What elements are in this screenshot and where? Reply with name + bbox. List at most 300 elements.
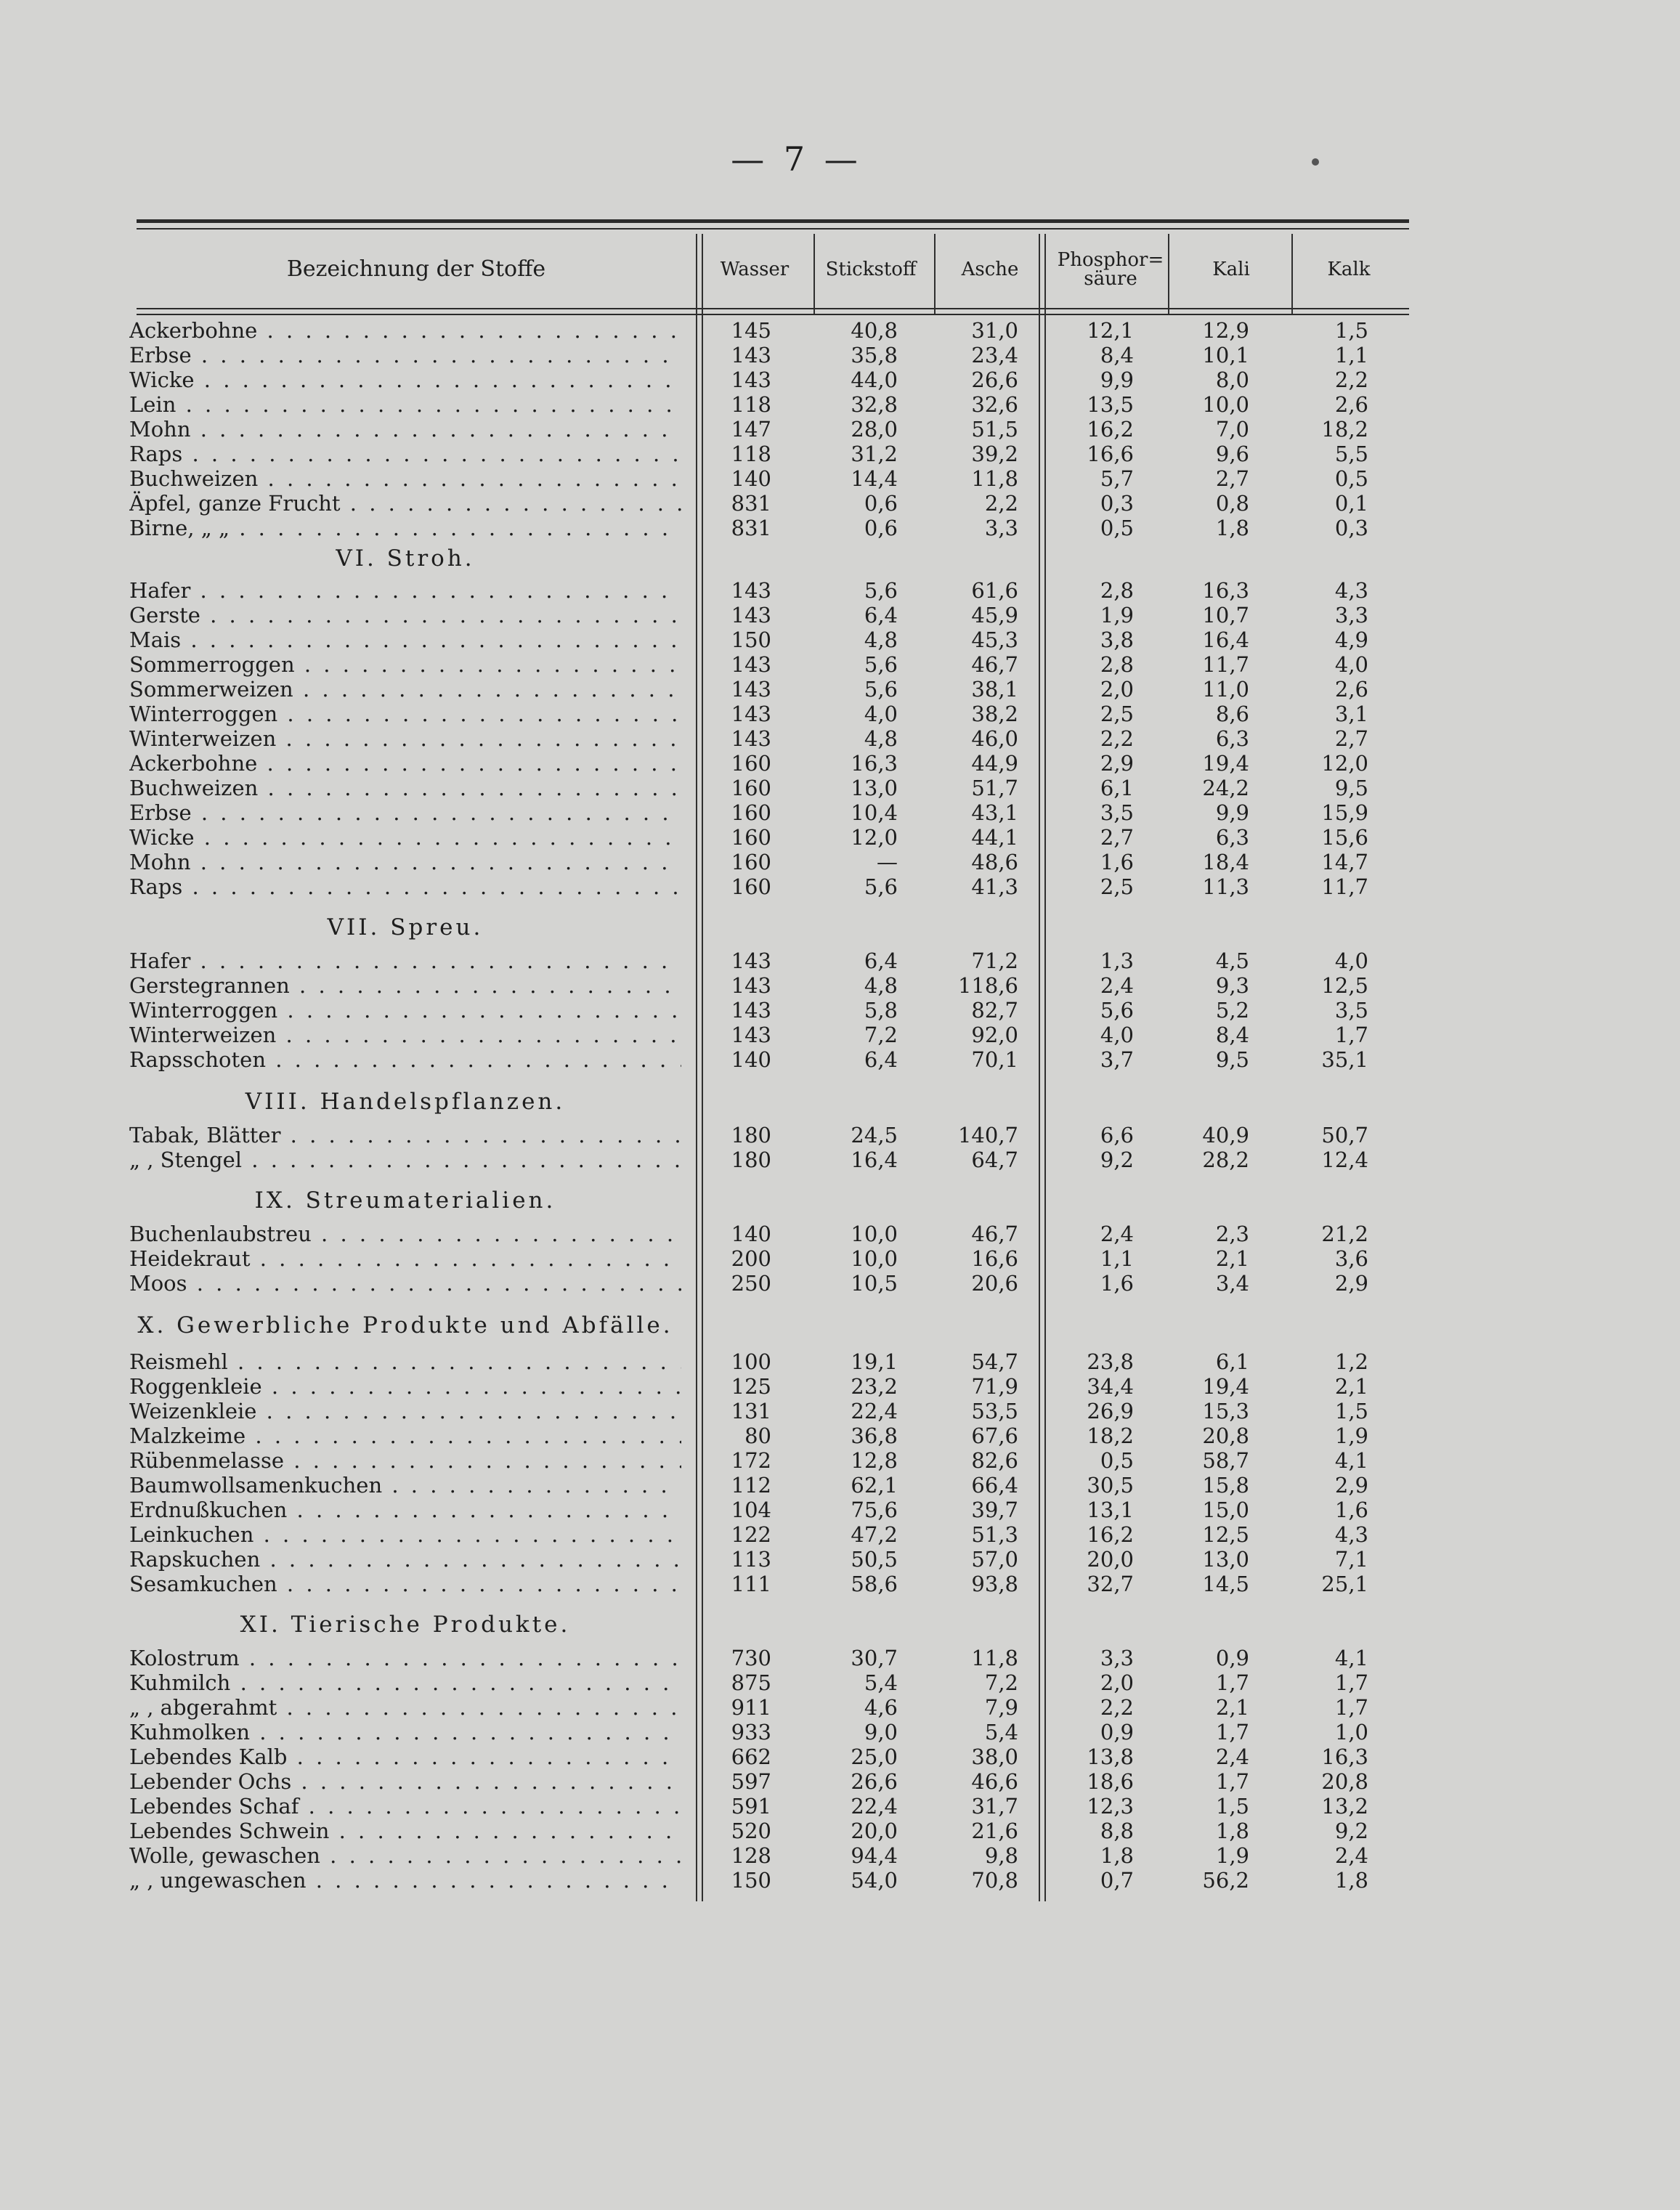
cell-phosphorsaeure: 13,8: [1087, 1744, 1134, 1769]
cell-phosphorsaeure: 3,7: [1100, 1047, 1134, 1072]
table-row: [0, 491, 1680, 516]
cell-asche: 46,7: [971, 1222, 1018, 1246]
table-row: [0, 1498, 1680, 1522]
cell-kalk: 15,9: [1321, 800, 1368, 825]
cell-kali: 7,0: [1215, 417, 1249, 442]
row-label: Buchweizen . . .: [129, 776, 681, 800]
row-label: Leinkuchen . . .: [129, 1522, 681, 1547]
row-label: Roggenkleie . . .: [129, 1374, 681, 1399]
cell-kali: 24,2: [1202, 776, 1249, 800]
cell-phosphorsaeure: 5,7: [1100, 466, 1134, 491]
cell-stickstoff: 4,8: [864, 726, 898, 751]
cell-asche: 5,4: [984, 1720, 1018, 1744]
cell-wasser: 180: [731, 1123, 771, 1147]
cell-stickstoff: 28,0: [851, 417, 898, 442]
section-heading: XI. Tierische Produkte.: [240, 1612, 571, 1638]
cell-kalk: 1,8: [1334, 1868, 1368, 1893]
cell-kali: 6,1: [1215, 1349, 1249, 1374]
cell-asche: 118,6: [957, 973, 1018, 998]
cell-stickstoff: 12,0: [851, 825, 898, 850]
cell-kalk: 20,8: [1321, 1769, 1368, 1794]
cell-kali: 14,5: [1202, 1572, 1249, 1596]
cell-phosphorsaeure: 18,6: [1087, 1769, 1134, 1794]
row-label: Buchweizen . . .: [129, 466, 681, 491]
table-row: [0, 1670, 1680, 1695]
cell-phosphorsaeure: 2,0: [1100, 1670, 1134, 1695]
cell-wasser: 180: [731, 1147, 771, 1172]
cell-phosphorsaeure: 2,8: [1100, 578, 1134, 603]
cell-kali: 19,4: [1202, 751, 1249, 776]
table-row: [0, 392, 1680, 417]
table-row: [0, 516, 1680, 540]
cell-asche: 51,5: [971, 417, 1018, 442]
row-label: Mohn . . .: [129, 850, 681, 874]
cell-wasser: 118: [731, 442, 771, 466]
cell-phosphorsaeure: 5,6: [1100, 998, 1134, 1023]
cell-kalk: 12,5: [1321, 973, 1368, 998]
cell-wasser: 250: [731, 1271, 771, 1296]
cell-wasser: 80: [744, 1423, 771, 1448]
cell-phosphorsaeure: 6,6: [1100, 1123, 1134, 1147]
cell-stickstoff: 10,4: [851, 800, 898, 825]
cell-stickstoff: 22,4: [851, 1794, 898, 1819]
cell-stickstoff: 75,6: [851, 1498, 898, 1522]
cell-phosphorsaeure: 2,8: [1100, 652, 1134, 677]
cell-phosphorsaeure: 2,2: [1100, 1695, 1134, 1720]
cell-phosphorsaeure: 3,8: [1100, 627, 1134, 652]
cell-wasser: 933: [731, 1720, 771, 1744]
cell-phosphorsaeure: 1,8: [1100, 1843, 1134, 1868]
column-header-phosphorsaeure-line1: Phosphor=: [1057, 249, 1164, 271]
cell-wasser: 140: [731, 1222, 771, 1246]
row-label: Winterweizen . . .: [129, 726, 681, 751]
cell-kalk: 2,4: [1334, 1843, 1368, 1868]
cell-phosphorsaeure: 1,1: [1100, 1246, 1134, 1271]
cell-kali: 5,2: [1215, 998, 1249, 1023]
table-row: [0, 1271, 1680, 1296]
cell-kalk: 3,6: [1334, 1246, 1368, 1271]
cell-kalk: 11,7: [1321, 874, 1368, 899]
cell-kalk: 2,9: [1334, 1473, 1368, 1498]
section-heading: X. Gewerbliche Produkte und Abfälle.: [137, 1312, 673, 1338]
table-row: [0, 442, 1680, 466]
cell-kali: 28,2: [1202, 1147, 1249, 1172]
row-label: Buchenlaubstreu . . .: [129, 1222, 681, 1246]
cell-kalk: 0,5: [1334, 466, 1368, 491]
cell-stickstoff: 5,6: [864, 874, 898, 899]
row-label: Reismehl . . .: [129, 1349, 681, 1374]
cell-wasser: 143: [731, 1023, 771, 1047]
cell-stickstoff: 6,4: [864, 1047, 898, 1072]
cell-asche: 48,6: [971, 850, 1018, 874]
cell-asche: 46,6: [971, 1769, 1018, 1794]
column-divider: [934, 234, 936, 314]
cell-kalk: 4,1: [1334, 1646, 1368, 1670]
cell-phosphorsaeure: 30,5: [1087, 1473, 1134, 1498]
table-row: [0, 973, 1680, 998]
cell-asche: 61,6: [971, 578, 1018, 603]
row-label: Lebendes Schwein . . .: [129, 1819, 681, 1843]
cell-asche: 41,3: [971, 874, 1018, 899]
cell-phosphorsaeure: 13,5: [1087, 392, 1134, 417]
row-label: Ackerbohne . . .: [129, 318, 681, 343]
cell-asche: 43,1: [971, 800, 1018, 825]
cell-phosphorsaeure: 16,2: [1087, 417, 1134, 442]
cell-wasser: 160: [731, 800, 771, 825]
cell-kali: 13,0: [1202, 1547, 1249, 1572]
cell-kali: 3,4: [1215, 1271, 1249, 1296]
cell-kali: 1,8: [1215, 1819, 1249, 1843]
cell-stickstoff: 6,4: [864, 603, 898, 627]
cell-phosphorsaeure: 0,9: [1100, 1720, 1134, 1744]
row-label: Erbse . . .: [129, 800, 681, 825]
cell-phosphorsaeure: 0,3: [1100, 491, 1134, 516]
cell-kali: 4,5: [1215, 948, 1249, 973]
row-label: Kuhmilch . . .: [129, 1670, 681, 1695]
table-row: [0, 1448, 1680, 1473]
section-heading: IX. Streumaterialien.: [254, 1187, 556, 1214]
cell-stickstoff: 22,4: [851, 1399, 898, 1423]
cell-phosphorsaeure: 23,8: [1087, 1349, 1134, 1374]
cell-kali: 15,8: [1202, 1473, 1249, 1498]
table-row: [0, 318, 1680, 343]
cell-asche: 54,7: [971, 1349, 1018, 1374]
table-header: [137, 234, 1409, 305]
cell-kali: 16,4: [1202, 627, 1249, 652]
cell-stickstoff: 31,2: [851, 442, 898, 466]
cell-wasser: 143: [731, 973, 771, 998]
row-label: Äpfel, ganze Frucht . . .: [129, 491, 681, 516]
header-bottom-rule: [137, 308, 1409, 309]
cell-stickstoff: 32,8: [851, 392, 898, 417]
page-number: — 7 —: [731, 139, 862, 179]
cell-kalk: 0,1: [1334, 491, 1368, 516]
cell-stickstoff: 5,6: [864, 677, 898, 702]
row-label: Rapsschoten . . .: [129, 1047, 681, 1072]
cell-stickstoff: 4,8: [864, 627, 898, 652]
cell-stickstoff: 5,4: [864, 1670, 898, 1695]
table-row: [0, 627, 1680, 652]
cell-kali: 15,0: [1202, 1498, 1249, 1522]
cell-wasser: 131: [731, 1399, 771, 1423]
cell-asche: 92,0: [971, 1023, 1018, 1047]
table-row: [0, 677, 1680, 702]
table-row: [0, 1047, 1680, 1072]
row-label: „ , abgerahmt . . .: [129, 1695, 681, 1720]
cell-phosphorsaeure: 2,9: [1100, 751, 1134, 776]
cell-stickstoff: 30,7: [851, 1646, 898, 1670]
cell-stickstoff: 26,6: [851, 1769, 898, 1794]
cell-kali: 0,8: [1215, 491, 1249, 516]
cell-kalk: 16,3: [1321, 1744, 1368, 1769]
cell-asche: 38,2: [971, 702, 1018, 726]
cell-phosphorsaeure: 0,5: [1100, 1448, 1134, 1473]
cell-wasser: 143: [731, 998, 771, 1023]
cell-kalk: 2,2: [1334, 367, 1368, 392]
cell-phosphorsaeure: 20,0: [1087, 1547, 1134, 1572]
table-row: [0, 1819, 1680, 1843]
cell-phosphorsaeure: 0,5: [1100, 516, 1134, 540]
cell-kalk: 2,6: [1334, 392, 1368, 417]
cell-wasser: 140: [731, 1047, 771, 1072]
cell-asche: 32,6: [971, 392, 1018, 417]
row-label: Winterroggen . . .: [129, 998, 681, 1023]
cell-kali: 15,3: [1202, 1399, 1249, 1423]
cell-wasser: 122: [731, 1522, 771, 1547]
table-row: [0, 1794, 1680, 1819]
cell-kali: 10,7: [1202, 603, 1249, 627]
cell-kali: 1,5: [1215, 1794, 1249, 1819]
cell-kali: 58,7: [1202, 1448, 1249, 1473]
row-label: Winterweizen . . .: [129, 1023, 681, 1047]
table-row: [0, 1023, 1680, 1047]
row-label: Lebendes Schaf . . .: [129, 1794, 681, 1819]
cell-asche: 71,9: [971, 1374, 1018, 1399]
cell-wasser: 591: [731, 1794, 771, 1819]
cell-asche: 3,3: [984, 516, 1018, 540]
cell-kali: 40,9: [1202, 1123, 1249, 1147]
cell-asche: 51,3: [971, 1522, 1018, 1547]
cell-phosphorsaeure: 9,2: [1100, 1147, 1134, 1172]
table-row: [0, 1744, 1680, 1769]
row-label: Sesamkuchen . . .: [129, 1572, 681, 1596]
cell-phosphorsaeure: 2,7: [1100, 825, 1134, 850]
cell-phosphorsaeure: 16,2: [1087, 1522, 1134, 1547]
cell-kali: 16,3: [1202, 578, 1249, 603]
cell-stickstoff: 14,4: [851, 466, 898, 491]
cell-asche: 20,6: [971, 1271, 1018, 1296]
cell-wasser: 160: [731, 874, 771, 899]
cell-kalk: 1,5: [1334, 318, 1368, 343]
cell-asche: 45,9: [971, 603, 1018, 627]
row-label: Kuhmolken . . .: [129, 1720, 681, 1744]
cell-kalk: 3,3: [1334, 603, 1368, 627]
row-label: Mais . . .: [129, 627, 681, 652]
cell-kali: 56,2: [1202, 1868, 1249, 1893]
cell-kalk: 15,6: [1321, 825, 1368, 850]
cell-stickstoff: 4,6: [864, 1695, 898, 1720]
cell-phosphorsaeure: 2,4: [1100, 973, 1134, 998]
cell-kalk: 21,2: [1321, 1222, 1368, 1246]
cell-wasser: 160: [731, 825, 771, 850]
table-row: [0, 1695, 1680, 1720]
cell-kalk: 1,9: [1334, 1423, 1368, 1448]
cell-stickstoff: 16,3: [851, 751, 898, 776]
table-row: [0, 466, 1680, 491]
table-row: [0, 1349, 1680, 1374]
row-label: Malzkeime . . .: [129, 1423, 681, 1448]
cell-wasser: 520: [731, 1819, 771, 1843]
cell-kalk: 1,6: [1334, 1498, 1368, 1522]
cell-phosphorsaeure: 12,1: [1087, 318, 1134, 343]
cell-phosphorsaeure: 32,7: [1087, 1572, 1134, 1596]
cell-wasser: 160: [731, 850, 771, 874]
ink-speck: [1312, 158, 1319, 166]
cell-kalk: 4,3: [1334, 578, 1368, 603]
cell-kalk: 2,9: [1334, 1271, 1368, 1296]
cell-wasser: 597: [731, 1769, 771, 1794]
header-bottom-rule-2: [137, 314, 1409, 315]
table-row: [0, 1246, 1680, 1271]
cell-phosphorsaeure: 34,4: [1087, 1374, 1134, 1399]
cell-stickstoff: 5,6: [864, 652, 898, 677]
row-label: Heidekraut . . .: [129, 1246, 681, 1271]
cell-asche: 66,4: [971, 1473, 1018, 1498]
cell-asche: 44,9: [971, 751, 1018, 776]
row-label: Gerstegrannen . . .: [129, 973, 681, 998]
cell-kali: 2,1: [1215, 1695, 1249, 1720]
cell-kalk: 4,0: [1334, 948, 1368, 973]
row-label: Hafer . . .: [129, 948, 681, 973]
table-row: [0, 1123, 1680, 1147]
cell-kali: 8,0: [1215, 367, 1249, 392]
cell-asche: 38,0: [971, 1744, 1018, 1769]
cell-kali: 1,7: [1215, 1769, 1249, 1794]
cell-stickstoff: 6,4: [864, 948, 898, 973]
cell-asche: 64,7: [971, 1147, 1018, 1172]
row-label: Moos . . .: [129, 1271, 681, 1296]
cell-stickstoff: —: [877, 850, 898, 874]
cell-stickstoff: 5,8: [864, 998, 898, 1023]
cell-wasser: 143: [731, 603, 771, 627]
cell-wasser: 111: [731, 1572, 771, 1596]
cell-kalk: 35,1: [1321, 1047, 1368, 1072]
cell-kali: 10,0: [1202, 392, 1249, 417]
cell-kalk: 2,1: [1334, 1374, 1368, 1399]
cell-wasser: 145: [731, 318, 771, 343]
table-row: [0, 1547, 1680, 1572]
table-row: [0, 1222, 1680, 1246]
row-label: Rapskuchen . . .: [129, 1547, 681, 1572]
row-label: „ , ungewaschen . . .: [129, 1868, 681, 1893]
table-row: [0, 343, 1680, 367]
table-row: [0, 1374, 1680, 1399]
cell-kali: 9,6: [1215, 442, 1249, 466]
cell-wasser: 911: [731, 1695, 771, 1720]
column-header-stickstoff: Stickstoff: [825, 259, 917, 280]
row-label: Lebender Ochs . . .: [129, 1769, 681, 1794]
section-heading: VIII. Handelspflanzen.: [245, 1089, 566, 1115]
row-label: Wicke . . .: [129, 367, 681, 392]
row-label: Ackerbohne . . .: [129, 751, 681, 776]
cell-wasser: 150: [731, 1868, 771, 1893]
cell-kalk: 4,3: [1334, 1522, 1368, 1547]
cell-stickstoff: 12,8: [851, 1448, 898, 1473]
cell-kali: 1,9: [1215, 1843, 1249, 1868]
cell-kalk: 2,6: [1334, 677, 1368, 702]
cell-asche: 70,8: [971, 1868, 1018, 1893]
cell-kali: 12,5: [1202, 1522, 1249, 1547]
cell-wasser: 118: [731, 392, 771, 417]
cell-kalk: 12,4: [1321, 1147, 1368, 1172]
row-label: „ , Stengel . . .: [129, 1147, 681, 1172]
cell-asche: 21,6: [971, 1819, 1018, 1843]
cell-wasser: 831: [731, 516, 771, 540]
cell-asche: 16,6: [971, 1246, 1018, 1271]
cell-kalk: 1,7: [1334, 1695, 1368, 1720]
cell-kali: 19,4: [1202, 1374, 1249, 1399]
cell-wasser: 160: [731, 776, 771, 800]
cell-kalk: 1,7: [1334, 1023, 1368, 1047]
cell-asche: 93,8: [971, 1572, 1018, 1596]
column-header-phosphorsaeure: [1053, 234, 1168, 305]
cell-kalk: 13,2: [1321, 1794, 1368, 1819]
cell-asche: 7,2: [984, 1670, 1018, 1695]
cell-asche: 46,7: [971, 652, 1018, 677]
cell-kalk: 3,1: [1334, 702, 1368, 726]
cell-kalk: 5,5: [1334, 442, 1368, 466]
cell-wasser: 143: [731, 343, 771, 367]
cell-phosphorsaeure: 2,5: [1100, 874, 1134, 899]
cell-wasser: 143: [731, 578, 771, 603]
cell-kalk: 1,7: [1334, 1670, 1368, 1695]
cell-asche: 39,7: [971, 1498, 1018, 1522]
cell-kalk: 1,0: [1334, 1720, 1368, 1744]
cell-phosphorsaeure: 2,0: [1100, 677, 1134, 702]
cell-stickstoff: 94,4: [851, 1843, 898, 1868]
cell-kali: 8,6: [1215, 702, 1249, 726]
cell-asche: 67,6: [971, 1423, 1018, 1448]
row-label: Mohn . . .: [129, 417, 681, 442]
table-row: [0, 850, 1680, 874]
row-label: Hafer . . .: [129, 578, 681, 603]
cell-phosphorsaeure: 1,6: [1100, 1271, 1134, 1296]
cell-kali: 2,1: [1215, 1246, 1249, 1271]
cell-asche: 39,2: [971, 442, 1018, 466]
table-row: [0, 1868, 1680, 1893]
cell-stickstoff: 10,0: [851, 1222, 898, 1246]
cell-asche: 57,0: [971, 1547, 1018, 1572]
cell-kalk: 1,2: [1334, 1349, 1368, 1374]
column-divider: [1291, 234, 1293, 314]
table-row: [0, 1720, 1680, 1744]
cell-stickstoff: 36,8: [851, 1423, 898, 1448]
cell-kali: 20,8: [1202, 1423, 1249, 1448]
table-row: [0, 776, 1680, 800]
cell-kali: 0,9: [1215, 1646, 1249, 1670]
cell-kalk: 4,0: [1334, 652, 1368, 677]
column-header-wasser: Wasser: [720, 259, 790, 280]
cell-wasser: 662: [731, 1744, 771, 1769]
cell-wasser: 200: [731, 1246, 771, 1271]
cell-kalk: 18,2: [1321, 417, 1368, 442]
cell-asche: 53,5: [971, 1399, 1018, 1423]
cell-asche: 38,1: [971, 677, 1018, 702]
cell-stickstoff: 25,0: [851, 1744, 898, 1769]
cell-kali: 1,8: [1215, 516, 1249, 540]
cell-wasser: 172: [731, 1448, 771, 1473]
table-row: [0, 702, 1680, 726]
cell-wasser: 143: [731, 702, 771, 726]
cell-phosphorsaeure: 4,0: [1100, 1023, 1134, 1047]
cell-phosphorsaeure: 18,2: [1087, 1423, 1134, 1448]
cell-wasser: 143: [731, 948, 771, 973]
table-row: [0, 1843, 1680, 1868]
cell-asche: 140,7: [957, 1123, 1018, 1147]
cell-kali: 12,9: [1202, 318, 1249, 343]
row-label: Raps . . .: [129, 442, 681, 466]
table-row: [0, 1522, 1680, 1547]
cell-stickstoff: 20,0: [851, 1819, 898, 1843]
cell-kali: 1,7: [1215, 1720, 1249, 1744]
cell-asche: 51,7: [971, 776, 1018, 800]
row-label: Baumwollsamenkuchen . . .: [129, 1473, 681, 1498]
cell-kalk: 14,7: [1321, 850, 1368, 874]
cell-wasser: 128: [731, 1843, 771, 1868]
cell-kalk: 50,7: [1321, 1123, 1368, 1147]
column-header-kalk: Kalk: [1327, 259, 1371, 280]
cell-kali: 1,7: [1215, 1670, 1249, 1695]
